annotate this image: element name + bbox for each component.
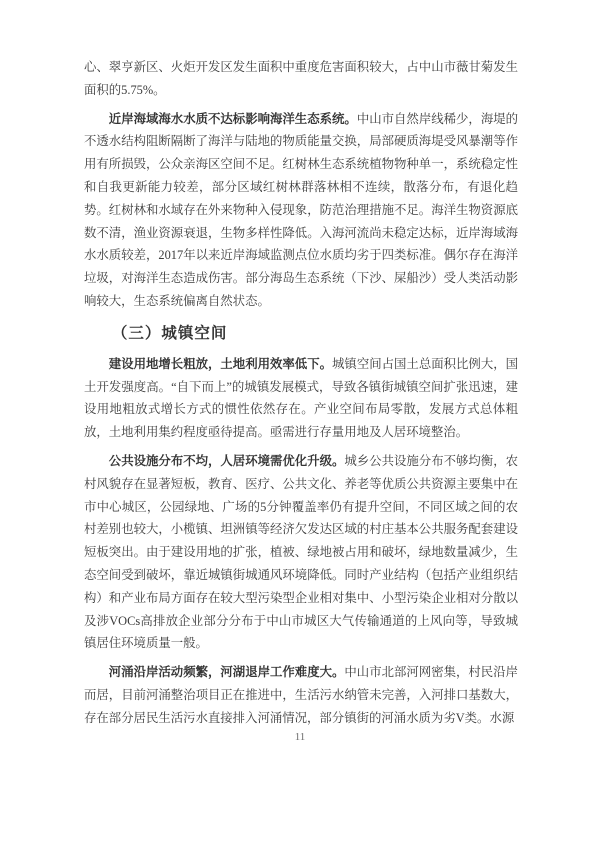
paragraph-body-text: 中山市自然岸线稀少，海堤的不透水结构阻断隔断了海洋与陆地的物质能量交换，局部硬质海堤受风暴潮等作用有所损毁，公众亲海区空间不足。红树林生态系统植物物种单一，系统稳定性和自我更新能力较差，部分区域红树林群落林相不连续，散落分布，有退化趋势。红树林和水域存在外来物种入侵现象，防范治理措施不足。海洋生物资源底数不清，渔业资源衰退，生物多样性降低。入海河流尚未稳定达标，近岸海域海水水质较差，2017年以来近岸海域监测点位水质均劣于四类标准。偶尔存在海洋垃圾，对海洋生态造成伤害。部分海岛生态系统（下沙、屎船沙）受人类活动影响较大，生态系统偏离自然状态。 [84,111,519,308]
paragraph-continuation: 心、翠亨新区、火炬开发区发生面积中重度危害面积较大，占中山市薇甘菊发生面积的5.75%。 [84,60,518,97]
page-content [84,56,518,736]
paragraph-bold-lead: 建设用地增长粗放，土地利用效率低下。 [108,356,333,371]
paragraph-body-text: 中山市北部河网密集，村民沿岸而居，目前河涌整治项目正在推进中，生活污水纳管未完善，入河排口基数大，存在部分居民生活污水直接排入河涌情况，部分镇街的河涌水质为劣V类。水源 [84,665,519,725]
paragraph-river-banks [84,661,518,729]
paragraph-public-facilities [84,450,518,655]
section-heading-urban-space: （三）城镇空间 [111,324,228,342]
page-number: 11 [294,731,306,743]
paragraph-marine-ecosystem [84,108,518,313]
paragraph-bold-lead: 近岸海域海水水质不达标影响海洋生态系统。 [108,111,357,126]
paragraph-body-text: 城乡公共设施分布不够均衡，农村风貌存在显著短板，教育、医疗、公共文化、养老等优质公共资源主要集中在市中心城区，公园绿地、广场的5分钟覆盖率仍有提升空间，不同区域之间的农村差别也较大，小榄镇、坦洲镇等经济欠发达区域的村庄基本公共服务配套建设短板突出。由于建设用地的扩张，植被、绿地被占用和破坏，绿地数量减少，生态空间受到破坏，靠近城镇街城通风环境降低。同时产业结构（包括产业组织结构）和产业布局方面存在较大型污染型企业相对集中、小型污染企业相对分散以及涉VOCs高排放企业部分分布于中山市城区大气传输通道的上风向等，导致城镇居住环境质量一般。 [84,453,519,651]
paragraph-body-text: 城镇空间占国土总面积比例大，国土开发强度高。“自下而上”的城镇发展模式，导致各镇街城镇空间扩张迅速，建设用地粗放式增长方式的惯性依然存在。产业空间布局零散，发展方式总体粗放，土地利用集约程度亟待提高。亟需进行存量用地及人居环境整治。 [84,356,519,440]
paragraph-bold-lead: 公共设施分布不均，人居环境需优化升级。 [108,453,345,468]
paragraph-bold-lead: 河涌沿岸活动频繁，河湖退岸工作难度大。 [108,665,345,680]
paragraph-land-use [84,353,518,444]
